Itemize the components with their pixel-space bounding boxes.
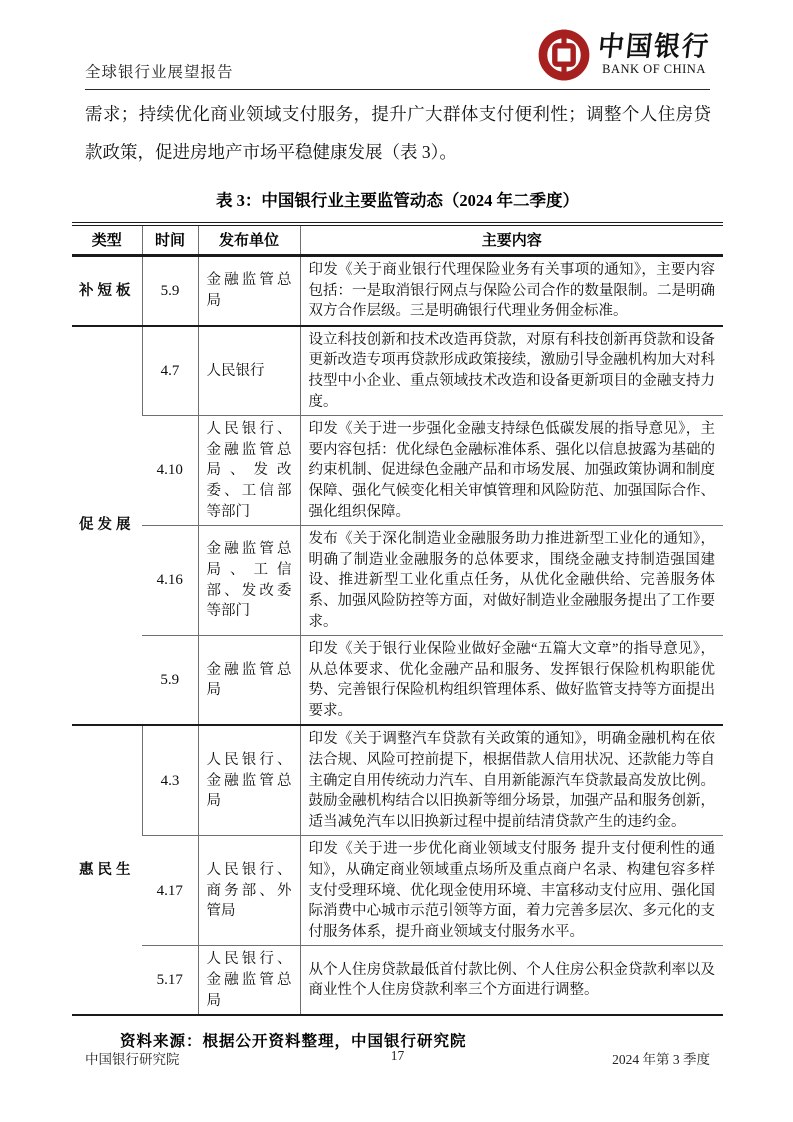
footer-institute: 中国银行研究院 — [85, 1052, 180, 1067]
table-row — [72, 636, 723, 726]
date-cell: 4.16 — [142, 526, 198, 636]
page-header — [85, 28, 710, 90]
content-cell: 设立科技创新和技术改造再贷款，对原有科技创新再贷款和设备更新改造专项再贷款形成政策接续，激励引导金融机构加大对科技型中小企业、重点领域技术改造和设备更新项目的金融支持力度。 — [300, 326, 723, 416]
table-row — [72, 526, 723, 636]
date-cell: 4.10 — [142, 416, 198, 526]
regulation-table — [72, 222, 723, 1016]
intro-paragraph: 需求；持续优化商业领域支付服务，提升广大群体支付便利性；调整个人住房贷款政策，促进房地产市场平稳健康发展（表 3）。 — [85, 104, 711, 162]
bank-of-china-logo — [537, 28, 710, 82]
table-row — [72, 256, 723, 326]
table-block — [72, 187, 723, 1051]
type-cell: 补短板 — [79, 282, 135, 299]
report-title: 全球银行业展望报告 — [85, 64, 234, 81]
content-cell: 发布《关于深化制造业金融服务助力推进新型工业化的通知》，明确了制造业金融服务的总体要求，围绕金融支持制造强国建设、推进新型工业化重点任务，从优化金融供给、完善服务体系、加强风险防控等方面，对做好制造业金融服务提出了工作要求。 — [300, 526, 723, 636]
column-header-content: 主要内容 — [300, 224, 723, 256]
issuer-cell: 人民银行、金融监管总局、发改委、工信部等部门 — [198, 416, 300, 526]
content-cell: 印发《关于进一步强化金融支持绿色低碳发展的指导意见》，主要内容包括：优化绿色金融标准体系、强化以信息披露为基础的约束机制、促进绿色金融产品和市场发展、加强政策协调和制度保障、强化气候变化相关审慎管理和风险防范、加强国际合作、强化组织保障。 — [300, 416, 723, 526]
boc-logo-cn: 中国银行 — [596, 31, 712, 63]
table-row — [72, 946, 723, 1015]
date-cell: 5.9 — [142, 256, 198, 326]
boc-coin-icon — [537, 28, 591, 82]
content-cell: 印发《关于进一步优化商业领域支付服务 提升支付便利性的通知》，从确定商业领域重点场所及重点商户名录、构建包容多样支付受理环境、优化现金使用环境、丰富移动支付应用、强化国际消费中心城市示范引领等方面，着力完善多层次、多元化的支付服务体系，提升商业领域支付服务水平。 — [300, 836, 723, 946]
column-header-issuer: 发布单位 — [198, 224, 300, 256]
column-header-date: 时间 — [142, 224, 198, 256]
table-row — [72, 326, 723, 416]
date-cell: 5.9 — [142, 636, 198, 726]
boc-logo-text — [598, 33, 710, 76]
date-cell: 5.17 — [142, 946, 198, 1015]
table-header-row — [72, 224, 723, 256]
table-row — [72, 836, 723, 946]
issuer-cell: 人民银行、金融监管总局 — [198, 946, 300, 1015]
table-row — [72, 725, 723, 835]
boc-logo-en: BANK OF CHINA — [602, 61, 706, 76]
issuer-cell: 金融监管总局 — [198, 256, 300, 326]
issuer-cell: 人民银行、商务部、外管局 — [198, 836, 300, 946]
content-cell: 印发《关于调整汽车贷款有关政策的通知》，明确金融机构在依法合规、风险可控前提下，根据借款人信用状况、还款能力等自主确定自用传统动力汽车、自用新能源汽车贷款最高发放比例。鼓励金融机构结合以旧换新等细分场景，加强产品和服务创新，适当减免汽车以旧换新过程中提前结清贷款产生的违约金。 — [300, 725, 723, 835]
table-title: 表 3：中国银行业主要监管动态（2024 年二季度） — [216, 191, 579, 210]
content-cell: 印发《关于银行业保险业做好金融“五篇大文章”的指导意见》，从总体要求、优化金融产品和服务、发挥银行保险机构职能优势、完善银行保险机构组织管理体系、做好监管支持等方面提出要求。 — [300, 636, 723, 726]
issuer-cell: 人民银行、金融监管总局 — [198, 725, 300, 835]
content-cell: 从个人住房贷款最低首付款比例、个人住房公积金贷款利率以及商业性个人住房贷款利率三个方面进行调整。 — [300, 946, 723, 1015]
footer-page-number: 17 — [390, 1048, 405, 1063]
issuer-cell: 金融监管总局、工信部、发改委等部门 — [198, 526, 300, 636]
header-divider — [85, 89, 710, 90]
date-cell: 4.17 — [142, 836, 198, 946]
regulation-table-body — [72, 256, 723, 1016]
column-header-type: 类型 — [72, 224, 142, 256]
type-cell: 惠民生 — [72, 725, 142, 1015]
date-cell: 4.7 — [142, 326, 198, 416]
issuer-cell: 金融监管总局 — [198, 636, 300, 726]
issuer-cell: 人民银行 — [198, 326, 300, 416]
content-cell: 印发《关于商业银行代理保险业务有关事项的通知》，主要内容包括：一是取消银行网点与保险公司合作的数量限制。二是明确双方合作层级。三是明确银行代理业务佣金标准。 — [300, 256, 723, 326]
source-note: 资料来源：根据公开资料整理，中国银行研究院 — [120, 1033, 467, 1051]
table-row — [72, 416, 723, 526]
date-cell: 4.3 — [142, 725, 198, 835]
footer-quarter: 2024 年第 3 季度 — [612, 1052, 710, 1067]
type-cell: 促发展 — [72, 326, 142, 726]
